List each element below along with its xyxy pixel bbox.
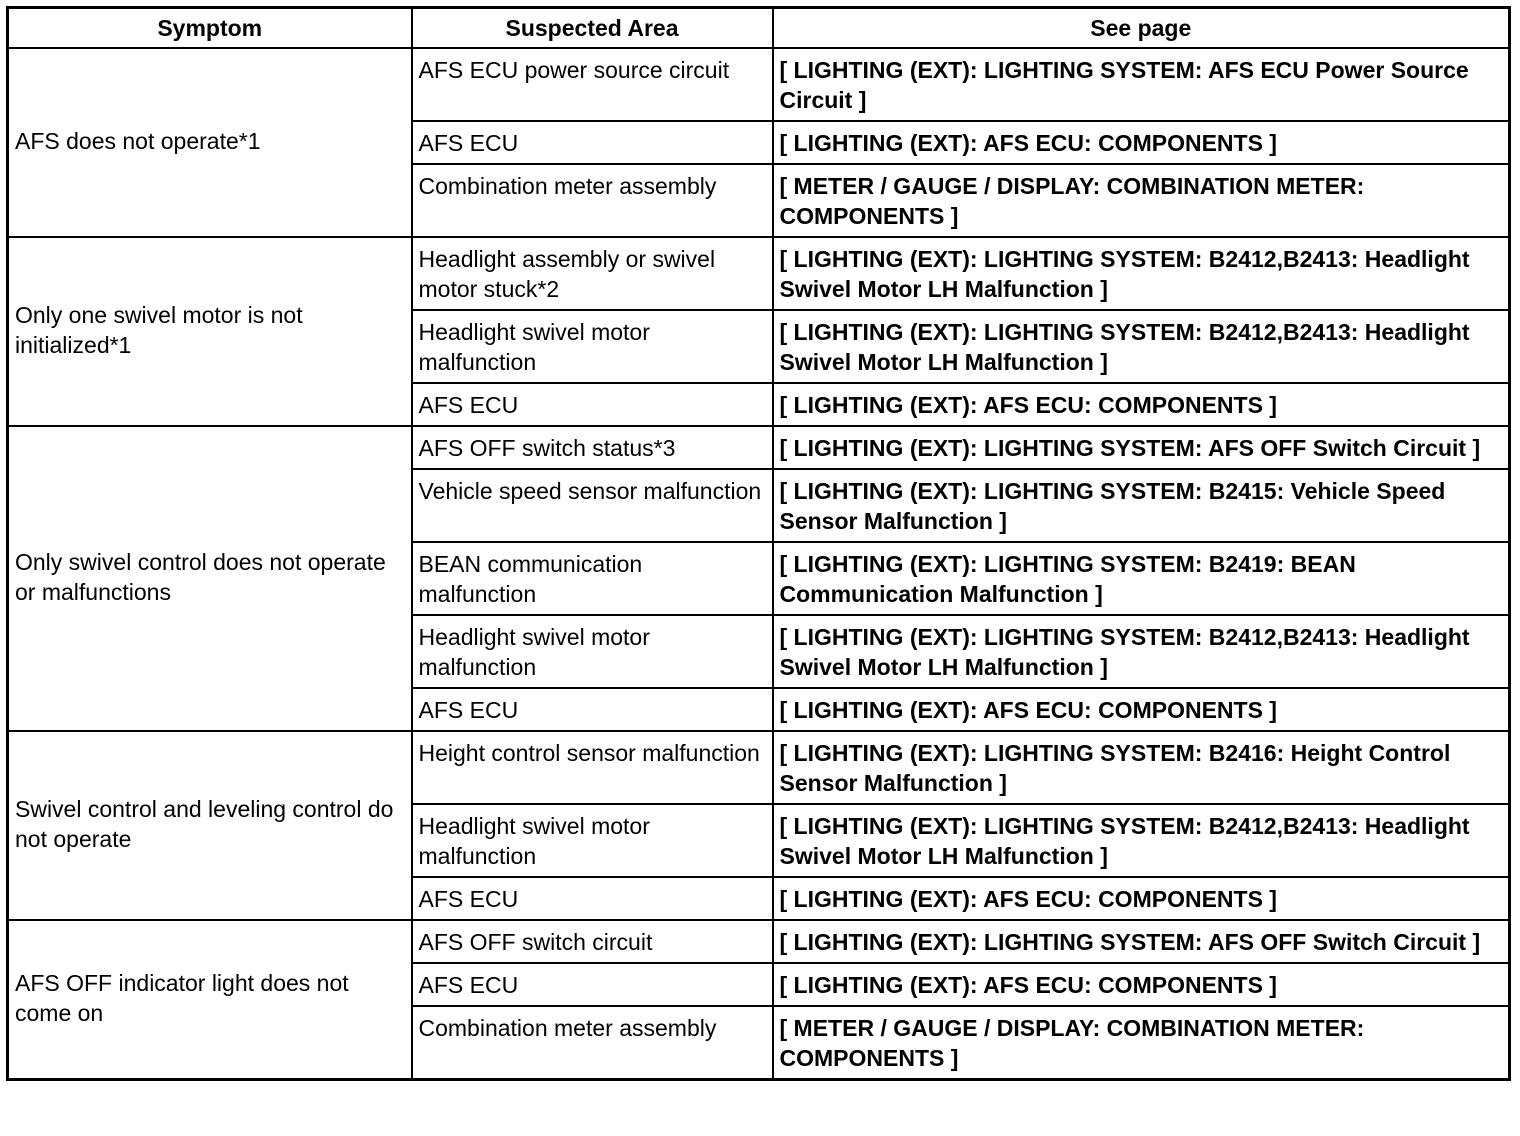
- table-row: [8, 731, 1510, 804]
- symptom-cell: Only one swivel motor is not initialized*1: [8, 237, 412, 426]
- symptom-cell: AFS does not operate*1: [8, 48, 412, 237]
- see-page-link[interactable]: [ LIGHTING (EXT): LIGHTING SYSTEM: B2416: Height Control Sensor Malfunction ]: [773, 731, 1510, 804]
- suspected-area-cell: AFS ECU power source circuit: [412, 48, 773, 121]
- suspected-area-cell: AFS OFF switch status*3: [412, 426, 773, 469]
- suspected-area-cell: AFS ECU: [412, 963, 773, 1006]
- see-page-link[interactable]: [ LIGHTING (EXT): LIGHTING SYSTEM: B2419: BEAN Communication Malfunction ]: [773, 542, 1510, 615]
- suspected-area-cell: AFS ECU: [412, 688, 773, 731]
- see-page-link[interactable]: [ LIGHTING (EXT): LIGHTING SYSTEM: B2412,B2413: Headlight Swivel Motor LH Malfunction ]: [773, 237, 1510, 310]
- suspected-area-cell: Headlight swivel motor malfunction: [412, 804, 773, 877]
- suspected-area-cell: Headlight assembly or swivel motor stuck*2: [412, 237, 773, 310]
- suspected-area-cell: Combination meter assembly: [412, 1006, 773, 1080]
- symptom-cell: Swivel control and leveling control do not operate: [8, 731, 412, 920]
- suspected-area-cell: Headlight swivel motor malfunction: [412, 310, 773, 383]
- table-header-row: [8, 8, 1510, 49]
- see-page-link[interactable]: [ METER / GAUGE / DISPLAY: COMBINATION METER: COMPONENTS ]: [773, 164, 1510, 237]
- suspected-area-cell: AFS ECU: [412, 877, 773, 920]
- see-page-link[interactable]: [ LIGHTING (EXT): LIGHTING SYSTEM: B2412,B2413: Headlight Swivel Motor LH Malfunction ]: [773, 310, 1510, 383]
- table-row: [8, 426, 1510, 469]
- see-page-link[interactable]: [ LIGHTING (EXT): AFS ECU: COMPONENTS ]: [773, 688, 1510, 731]
- see-page-link[interactable]: [ LIGHTING (EXT): AFS ECU: COMPONENTS ]: [773, 121, 1510, 164]
- suspected-area-cell: BEAN communication malfunction: [412, 542, 773, 615]
- see-page-link[interactable]: [ METER / GAUGE / DISPLAY: COMBINATION METER: COMPONENTS ]: [773, 1006, 1510, 1080]
- suspected-area-cell: Height control sensor malfunction: [412, 731, 773, 804]
- suspected-area-cell: AFS OFF switch circuit: [412, 920, 773, 963]
- suspected-area-cell: Combination meter assembly: [412, 164, 773, 237]
- suspected-area-cell: Headlight swivel motor malfunction: [412, 615, 773, 688]
- suspected-area-cell: Vehicle speed sensor malfunction: [412, 469, 773, 542]
- see-page-link[interactable]: [ LIGHTING (EXT): LIGHTING SYSTEM: AFS ECU Power Source Circuit ]: [773, 48, 1510, 121]
- table-row: [8, 237, 1510, 310]
- suspected-area-cell: AFS ECU: [412, 383, 773, 426]
- see-page-link[interactable]: [ LIGHTING (EXT): AFS ECU: COMPONENTS ]: [773, 963, 1510, 1006]
- header-suspected-area: Suspected Area: [412, 8, 773, 49]
- table-row: [8, 920, 1510, 963]
- see-page-link[interactable]: [ LIGHTING (EXT): LIGHTING SYSTEM: AFS OFF Switch Circuit ]: [773, 426, 1510, 469]
- see-page-link[interactable]: [ LIGHTING (EXT): LIGHTING SYSTEM: B2415: Vehicle Speed Sensor Malfunction ]: [773, 469, 1510, 542]
- see-page-link[interactable]: [ LIGHTING (EXT): LIGHTING SYSTEM: B2412,B2413: Headlight Swivel Motor LH Malfunction ]: [773, 615, 1510, 688]
- header-see-page: See page: [773, 8, 1510, 49]
- see-page-link[interactable]: [ LIGHTING (EXT): AFS ECU: COMPONENTS ]: [773, 383, 1510, 426]
- suspected-area-cell: AFS ECU: [412, 121, 773, 164]
- table-row: [8, 48, 1510, 121]
- see-page-link[interactable]: [ LIGHTING (EXT): LIGHTING SYSTEM: B2412,B2413: Headlight Swivel Motor LH Malfunction ]: [773, 804, 1510, 877]
- symptom-cell: AFS OFF indicator light does not come on: [8, 920, 412, 1080]
- see-page-link[interactable]: [ LIGHTING (EXT): LIGHTING SYSTEM: AFS OFF Switch Circuit ]: [773, 920, 1510, 963]
- symptom-cell: Only swivel control does not operate or malfunctions: [8, 426, 412, 731]
- see-page-link[interactable]: [ LIGHTING (EXT): AFS ECU: COMPONENTS ]: [773, 877, 1510, 920]
- problem-symptoms-table: [6, 6, 1511, 1081]
- problem-symptoms-table-container: [6, 6, 1508, 1081]
- header-symptom: Symptom: [8, 8, 412, 49]
